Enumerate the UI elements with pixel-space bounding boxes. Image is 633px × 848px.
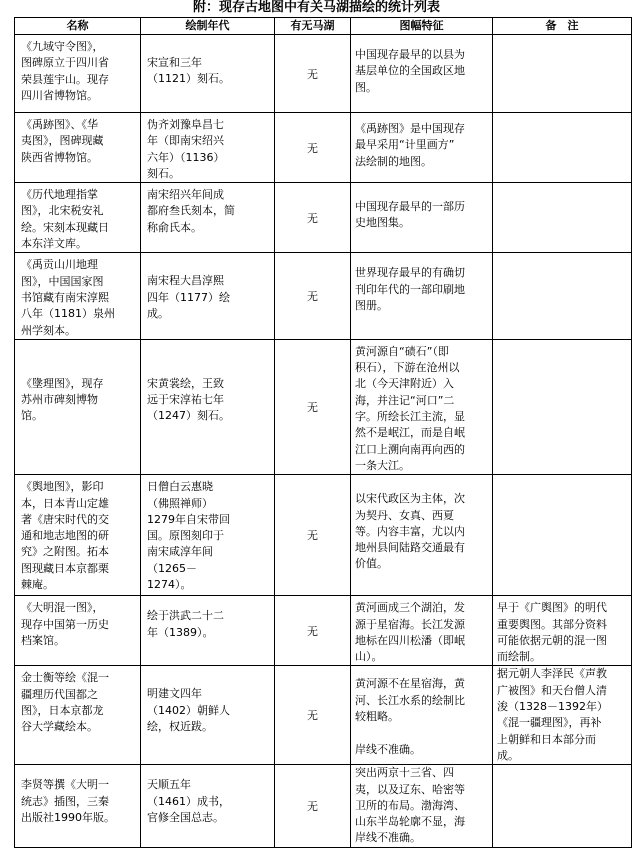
header-date: 绘制年代 xyxy=(141,18,275,35)
table-row xyxy=(15,35,632,113)
cell-name: 《九域守令图》， 图碑原立于四川省 荣县莲宇山。现存 四川省博物馆。 xyxy=(21,40,109,102)
cell-notes xyxy=(493,183,631,187)
table-row xyxy=(15,113,632,183)
cell-name: 《历代地理指掌 图》，北宋税安礼 绘。宋刻本现藏日 本东洋文库。 xyxy=(21,188,109,251)
cell-date: 绘于洪武二十二 年（1389）。 xyxy=(147,609,224,639)
cell-features: 中国现存最早的以县为 基层单位的全国政区地 图。 xyxy=(355,48,465,94)
cell-name: 《大明混一图》， 现存中国第一历史 档案馆。 xyxy=(21,601,109,647)
cell-notes: 早于《广舆图》的明代 重要舆图。其部分资料 可能依据元朝的混一图 而绘制。 xyxy=(497,601,607,664)
cell-notes xyxy=(493,113,631,117)
cell-mahu: 无 xyxy=(275,765,351,847)
cell-notes xyxy=(493,765,631,769)
cell-notes xyxy=(493,253,631,257)
cell-features: 中国现存最早的一部历 史地图集。 xyxy=(355,200,465,230)
cell-features: 《禹跡图》是中国现存 最早采用“计里画方” 法绘制的地图。 xyxy=(355,122,465,168)
cell-mahu: 无 xyxy=(275,596,351,666)
cell-mahu: 无 xyxy=(275,183,351,253)
cell-features: 黄河源自“碛石”（即 积石），下游在沧州以 北（今天津附近）入 海，并注记“河口”二 字。所绘长江主流，显 然不是岷江，而是自岷 江口上溯向南再向西的 一条大江。 xyxy=(355,344,465,472)
table-row xyxy=(15,666,632,765)
cell-features: 突出两京十三省、四 夷，以及辽东、哈密等 卫所的布局。渤海湾、 山东半岛轮廓不显，海 岸线不准确。 xyxy=(355,766,465,845)
table-row xyxy=(15,475,632,596)
cell-name: 金士衡等绘《混一 疆理历代国都之 图》，日本京都龙 谷大学藏绘本。 xyxy=(21,671,109,734)
table-row xyxy=(15,596,632,666)
cell-mahu: 无 xyxy=(275,253,351,339)
cell-mahu: 无 xyxy=(275,113,351,183)
table-row xyxy=(15,183,632,253)
cell-notes xyxy=(493,340,631,344)
cell-date: 宋黄裳绘，王致 远于宋淳祐七年 （1247）刻石。 xyxy=(147,376,230,423)
cell-features: 世界现存最早的有确切 刊印年代的一部印刷地 图册。 xyxy=(355,266,465,312)
cell-name: 《禹贡山川地理 图》，中国国家图 书馆藏有南宋淳熙 八年（1181）泉州 州学刻本。 xyxy=(21,258,115,337)
cell-date: 南宋程大昌淳熙 四年（1177）绘 成。 xyxy=(147,274,230,320)
cell-name: 李贤等撰《大明一 统志》插图，三秦 出版社1990年版。 xyxy=(21,778,115,824)
header-notes: 备 注 xyxy=(493,18,632,35)
header-name: 名称 xyxy=(15,18,141,35)
cell-notes: 据元朝人李泽民《声教 广被图》和天台僧人清 浚（1328－1392年） 《混一疆理图》，再补 上朝鲜和日本部分而 成。 xyxy=(497,667,608,762)
cell-features: 黄河画成三个湖泊，发 源于星宿海。长江发源 地标在四川松潘（即岷 山）。 xyxy=(355,601,465,664)
cell-notes xyxy=(493,475,631,479)
cell-features: 以宋代政区为主体，次 为契丹、女真、西夏 等。内容丰富，尤以内 地州县间陆路交通最有 价值。 xyxy=(355,492,465,571)
cell-name: 《墬理图》，现存 苏州市碑刻博物 馆。 xyxy=(21,376,104,423)
cell-name: 《禹跡图》、《华 夷图》，图碑现藏 陕西省博物馆。 xyxy=(21,118,104,164)
header-features: 图幅特征 xyxy=(351,18,493,35)
cell-date: 南宋绍兴年间成 都府叁氏刻本，简 称俞氏本。 xyxy=(147,188,235,234)
cell-date: 明建文四年 （1402）朝鲜人 绘，权近跋。 xyxy=(147,687,230,734)
cell-date: 宋宣和三年 （1121）刻石。 xyxy=(147,56,230,86)
cell-features: 黄河源不在星宿海，黄 河、长江水系的绘制比 较粗略。 岸线不准确。 xyxy=(355,677,465,756)
cell-date: 伪齐刘豫阜昌七 年（即南宋绍兴 六年）（1136） 刻石。 xyxy=(147,118,225,180)
table-header-row xyxy=(15,18,632,35)
cell-date: 天顺五年 （1461）成书， 官修全国总志。 xyxy=(147,778,230,824)
cell-mahu: 无 xyxy=(275,339,351,474)
header-mahu: 有无马湖 xyxy=(275,18,351,35)
cell-date: 日僧白云惠晓 （佛照禅师） 1279年自宋带回 国。原图刻印于 南宋咸淳年间 （1265－ 1274）。 xyxy=(147,480,230,592)
page-title: 附：现存古地图中有关马湖描绘的统计列表 xyxy=(192,0,440,15)
map-statistics-table xyxy=(14,17,632,848)
table-row xyxy=(15,253,632,339)
cell-mahu: 无 xyxy=(275,475,351,596)
cell-mahu: 无 xyxy=(275,666,351,765)
cell-mahu: 无 xyxy=(275,35,351,113)
table-row xyxy=(15,339,632,474)
table-row xyxy=(15,765,632,847)
cell-name: 《舆地图》，影印 本，日本青山定雄 著《唐宋时代的交 通和地志地图的研 究》之附图。拓本 图现藏日本京都栗 棘庵。 xyxy=(21,480,109,592)
cell-notes xyxy=(493,35,631,39)
